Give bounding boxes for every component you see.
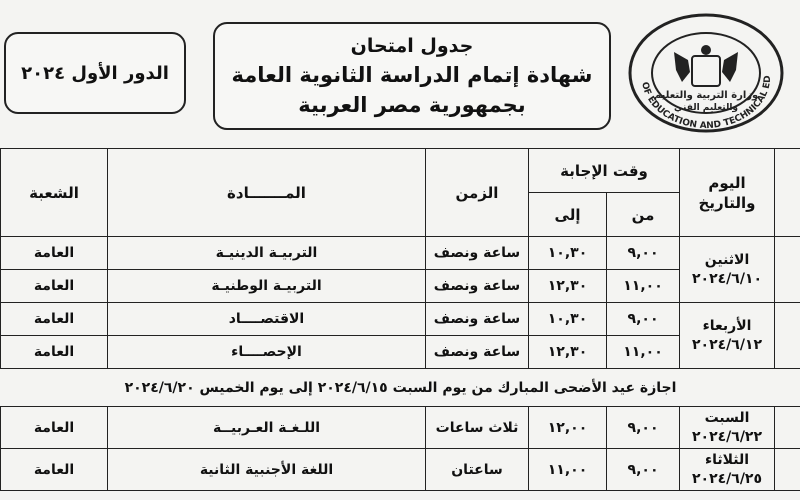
division-cell: العامة — [1, 237, 108, 270]
duration-cell: ساعة ونصف — [426, 336, 529, 369]
eagle-icon — [674, 45, 738, 86]
subject-cell: الإحصــــاء — [108, 336, 426, 369]
division-cell: العامة — [1, 303, 108, 336]
edge-cell — [775, 237, 800, 303]
from-cell: ٩,٠٠ — [607, 407, 680, 449]
col-day-header: اليوم والتاريخ — [680, 149, 775, 237]
from-cell: ١١,٠٠ — [607, 270, 680, 303]
exam-schedule-table — [0, 148, 800, 491]
table-row — [1, 407, 800, 449]
col-to-header: إلى — [529, 193, 607, 237]
duration-cell: ساعة ونصف — [426, 270, 529, 303]
from-cell: ٩,٠٠ — [607, 303, 680, 336]
day-date: ٢٠٢٤/٦/٢٥ — [691, 470, 763, 487]
holiday-notice: اجازة عيد الأضحى المبارك من يوم السبت ٢٠٢٤/٦/١٥ إلى يوم الخميس ٢٠٢٤/٦/٢٠ — [1, 369, 800, 407]
day-cell — [680, 407, 775, 449]
subject-cell: اللـغـة العـربيــة — [108, 407, 426, 449]
edge-cell — [775, 149, 800, 237]
from-cell: ٩,٠٠ — [607, 449, 680, 491]
to-cell: ١٠,٣٠ — [529, 237, 607, 270]
day-date: ٢٠٢٤/٦/١٢ — [691, 336, 763, 353]
logo-ar-text-1: وزارة التربية والتعليم — [653, 90, 759, 101]
title-line-2: شهادة إتمام الدراسة الثانوية العامة — [231, 63, 593, 87]
to-cell: ١١,٠٠ — [529, 449, 607, 491]
subject-cell: التربيـة الوطنيـة — [108, 270, 426, 303]
logo-ar-text-2: والتعليم الفني — [673, 103, 739, 113]
duration-cell: ساعة ونصف — [426, 237, 529, 270]
duration-cell: ثلاث ساعات — [426, 407, 529, 449]
col-division-header: الشعبة — [1, 149, 108, 237]
subject-cell: الاقتصــــاد — [108, 303, 426, 336]
to-cell: ١٢,٣٠ — [529, 270, 607, 303]
day-cell — [680, 449, 775, 491]
notice-row — [1, 369, 800, 407]
col-duration-header: الزمن — [426, 149, 529, 237]
col-subject-header: المـــــــادة — [108, 149, 426, 237]
table-row — [1, 237, 800, 270]
edge-cell — [775, 303, 800, 369]
day-name: الثلاثاء — [704, 451, 750, 468]
day-cell — [680, 237, 775, 303]
from-cell: ٩,٠٠ — [607, 237, 680, 270]
day-name: السبت — [704, 409, 750, 426]
day-name: الأربعاء — [702, 317, 752, 334]
table-row — [1, 449, 800, 491]
title-line-3: بجمهورية مصر العربية — [298, 93, 526, 117]
edge-cell — [775, 407, 800, 449]
subject-cell: التربيـة الدينيـة — [108, 237, 426, 270]
exam-title-box — [213, 22, 611, 130]
day-date: ٢٠٢٤/٦/٢٢ — [691, 428, 763, 445]
day-cell — [680, 303, 775, 369]
division-cell: العامة — [1, 270, 108, 303]
from-cell: ١١,٠٠ — [607, 336, 680, 369]
division-cell: العامة — [1, 407, 108, 449]
logo-en-text: OF EDUCATION AND TECHNICAL ED — [639, 75, 774, 132]
division-cell: العامة — [1, 336, 108, 369]
duration-cell: ساعتان — [426, 449, 529, 491]
edge-cell — [775, 449, 800, 491]
title-line-1: جدول امتحان — [350, 35, 474, 57]
division-cell: العامة — [1, 449, 108, 491]
day-name: الاثنين — [704, 251, 750, 268]
exam-round-label: الدور الأول ٢٠٢٤ — [21, 62, 169, 84]
exam-round-box — [4, 32, 186, 114]
header-row — [1, 149, 800, 193]
col-from-header: من — [607, 193, 680, 237]
to-cell: ١٠,٣٠ — [529, 303, 607, 336]
table-row — [1, 303, 800, 336]
to-cell: ١٢,٣٠ — [529, 336, 607, 369]
day-date: ٢٠٢٤/٦/١٠ — [691, 270, 763, 287]
ministry-logo — [626, 12, 786, 134]
col-answer-time-header: وقت الإجابة — [529, 149, 680, 193]
subject-cell: اللغة الأجنبية الثانية — [108, 449, 426, 491]
to-cell: ١٢,٠٠ — [529, 407, 607, 449]
duration-cell: ساعة ونصف — [426, 303, 529, 336]
